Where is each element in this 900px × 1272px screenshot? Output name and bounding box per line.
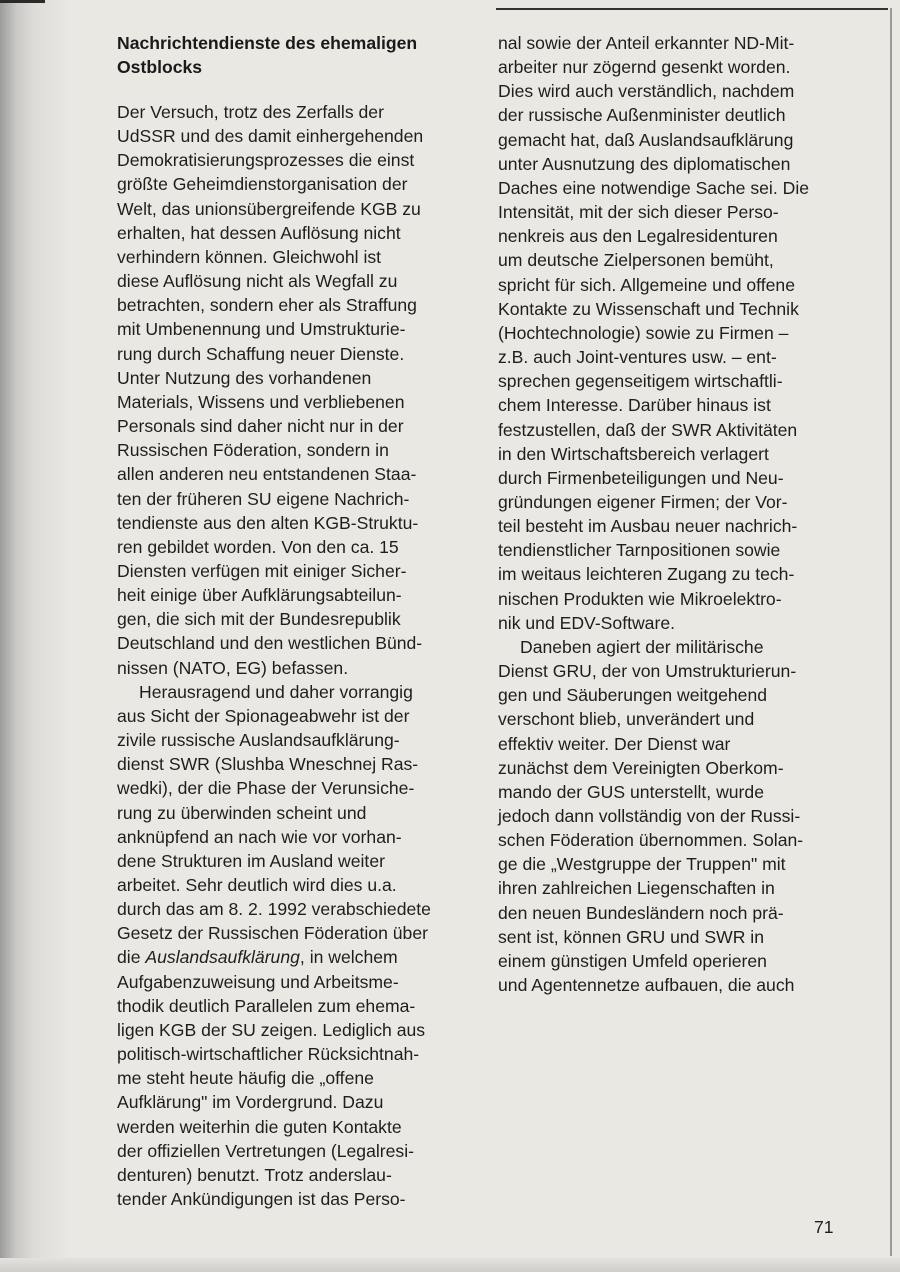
- text-line: jedoch dann vollständig von der Russi-: [498, 806, 801, 826]
- text-line: ligen KGB der SU zeigen. Lediglich aus: [117, 1019, 426, 1040]
- text-line: dienst SWR (Slushba Wneschnej Ras-: [117, 754, 419, 775]
- text-line: ge die „Westgruppe der Truppen" mit: [498, 854, 786, 875]
- text-line: und Agentennetze aufbauen, die auch: [498, 975, 795, 996]
- text-line: gemacht hat, daß Auslandsaufklärung: [498, 129, 794, 150]
- text-line: Diensten verfügen mit einiger Sicher-: [117, 560, 407, 581]
- top-right-rule: [496, 8, 888, 10]
- text-line: effektiv weiter. Der Dienst war: [498, 733, 731, 754]
- text-line: gründungen eigener Firmen; der Vor-: [498, 491, 788, 512]
- text-line: schen Föderation übernommen. Solan-: [498, 830, 804, 851]
- text-line: Herausragend und daher vorrangig: [139, 681, 413, 702]
- text-line: unter Ausnutzung des diplomatischen: [498, 153, 791, 174]
- text-line: Materials, Wissens und verbliebenen: [117, 391, 405, 412]
- text-line: Welt, das unionsübergreifende KGB zu: [117, 198, 421, 219]
- text-line: festzustellen, daß der SWR Aktivitäten: [498, 419, 798, 440]
- page-bottom-edge: [0, 1258, 900, 1272]
- text-line: Daches eine notwendige Sache sei. Die: [498, 177, 810, 198]
- text-line: Russischen Föderation, sondern in: [117, 440, 389, 461]
- text-line: Demokratisierungsprozesses die einst: [117, 150, 415, 171]
- page-right-edge: [890, 8, 892, 1256]
- text-line: Der Versuch, trotz des Zerfalls der: [117, 102, 384, 122]
- text-line: zivile russische Auslandsaufklärung-: [117, 730, 400, 751]
- text-line: arbeitet. Sehr deutlich wird dies u.a.: [117, 875, 397, 895]
- text-line: UdSSR und des damit einhergehenden: [117, 126, 424, 147]
- text-line: mando der GUS unterstellt, wurde: [498, 781, 764, 802]
- text-line: diese Auflösung nicht als Wegfall zu: [117, 271, 398, 292]
- heading-line-1: Nachrichtendienste des ehemaligen: [117, 33, 418, 53]
- text-line: gen und Säuberungen weitgehend: [498, 685, 768, 706]
- top-left-rule: [0, 0, 45, 3]
- text-line: nischen Produkten wie Mikroelektro-: [498, 588, 782, 609]
- text-line: arbeiter nur zögernd gesenkt worden.: [498, 57, 791, 78]
- text-line: ihren zahlreichen Liegenschaften in: [498, 878, 775, 899]
- text-line: Intensität, mit der sich dieser Perso-: [498, 202, 779, 223]
- text-line: gen, die sich mit der Bundesrepublik: [117, 609, 401, 630]
- text-fragment: , in welchem: [299, 947, 398, 968]
- text-line: nissen (NATO, EG) befassen.: [117, 657, 349, 678]
- text-line: erhalten, hat dessen Auflösung nicht: [117, 222, 401, 243]
- text-line: sent ist, können GRU und SWR in: [498, 926, 764, 947]
- text-line: zunächst dem Vereinigten Oberkom-: [498, 757, 784, 778]
- text-line: Personals sind daher nicht nur in der: [117, 416, 404, 437]
- section-heading: [117, 31, 467, 79]
- text-line: thodik deutlich Parallelen zum ehema-: [117, 995, 416, 1016]
- text-line: rung zu überwinden scheint und: [117, 802, 367, 823]
- text-line: tendienste aus den alten KGB-Struktu-: [117, 512, 419, 533]
- text-line: durch Firmenbeteiligungen und Neu-: [498, 467, 784, 488]
- text-line: verhindern können. Gleichwohl ist: [117, 246, 382, 267]
- text-line: nenkreis aus den Legalresidenturen: [498, 226, 778, 247]
- italic-term: Auslandsaufklärung: [145, 947, 300, 968]
- text-line: chem Interesse. Darüber hinaus ist: [498, 395, 771, 416]
- text-line: dene Strukturen im Ausland weiter: [117, 850, 385, 871]
- text-line: Daneben agiert der militärische: [520, 636, 764, 657]
- text-line: z.B. auch Joint-ventures usw. – ent-: [498, 347, 777, 368]
- text-line: heit einige über Aufklärungsabteilun-: [117, 585, 402, 606]
- text-line: aus Sicht der Spionageabwehr ist der: [117, 705, 410, 726]
- text-line: (Hochtechnologie) sowie zu Firmen –: [498, 322, 789, 343]
- text-line: ten der früheren SU eigene Nachrich-: [117, 488, 410, 509]
- text-line: ren gebildet worden. Von den ca. 15: [117, 536, 399, 557]
- text-line: um deutsche Zielpersonen bemüht,: [498, 250, 774, 271]
- text-line: mit Umbenennung und Umstrukturie-: [117, 319, 406, 340]
- text-line: Unter Nutzung des vorhandenen: [117, 367, 372, 388]
- right-text-column: [498, 31, 846, 997]
- text-line: me steht heute häufig die „offene: [117, 1068, 374, 1089]
- text-line: größte Geheimdienstorganisation der: [117, 174, 408, 195]
- text-line: Aufklärung" im Vordergrund. Dazu: [117, 1092, 384, 1113]
- text-line: durch das am 8. 2. 1992 verabschiedete: [117, 899, 431, 920]
- text-line: Gesetz der Russischen Föderation über: [117, 923, 428, 944]
- text-line: anknüpfend an nach wie vor vorhan-: [117, 826, 402, 847]
- text-line: wedki), der die Phase der Verunsiche-: [117, 778, 415, 799]
- text-line: tender Ankündigungen ist das Perso-: [117, 1189, 406, 1210]
- text-line: Dies wird auch verständlich, nachdem: [498, 81, 795, 102]
- text-line: der offiziellen Vertretungen (Legalresi-: [117, 1140, 414, 1161]
- text-line: teil besteht im Ausbau neuer nachrich-: [498, 516, 798, 537]
- text-line: nal sowie der Anteil erkannter ND-Mit-: [498, 33, 795, 53]
- text-line: die Auslandsaufklärung, in welchem: [117, 947, 398, 968]
- text-line: Deutschland und den westlichen Bünd-: [117, 633, 423, 654]
- page-number: 71: [814, 1217, 834, 1237]
- text-line: einem günstigen Umfeld operieren: [498, 950, 767, 971]
- text-line: nik und EDV-Software.: [498, 612, 676, 633]
- text-line: betrachten, sondern eher als Straffung: [117, 295, 417, 316]
- text-line: den neuen Bundesländern noch prä-: [498, 902, 784, 923]
- text-line: allen anderen neu entstandenen Staa-: [117, 464, 417, 485]
- left-text-column: [117, 100, 467, 1211]
- text-line: Dienst GRU, der von Umstrukturierun-: [498, 661, 797, 682]
- heading-line-2: Ostblocks: [117, 57, 203, 77]
- text-line: der russische Außenminister deutlich: [498, 105, 786, 126]
- text-line: Kontakte zu Wissenschaft und Technik: [498, 298, 799, 319]
- text-line: spricht für sich. Allgemeine und offene: [498, 274, 795, 295]
- text-line: Aufgabenzuweisung und Arbeitsme-: [117, 971, 399, 992]
- text-line: im weitaus leichteren Zugang zu tech-: [498, 564, 795, 585]
- text-line: in den Wirtschaftsbereich verlagert: [498, 443, 769, 464]
- text-line: tendienstlicher Tarnpositionen sowie: [498, 540, 781, 561]
- text-line: rung durch Schaffung neuer Dienste.: [117, 343, 405, 364]
- text-line: denturen) benutzt. Trotz anderslau-: [117, 1164, 392, 1185]
- text-line: sprechen gegenseitigem wirtschaftli-: [498, 371, 783, 392]
- text-line: verschont blieb, unverändert und: [498, 709, 755, 730]
- text-line: politisch-wirtschaftlicher Rücksichtnah-: [117, 1044, 420, 1065]
- page-gutter-shadow: [0, 0, 70, 1272]
- text-line: werden weiterhin die guten Kontakte: [117, 1116, 402, 1137]
